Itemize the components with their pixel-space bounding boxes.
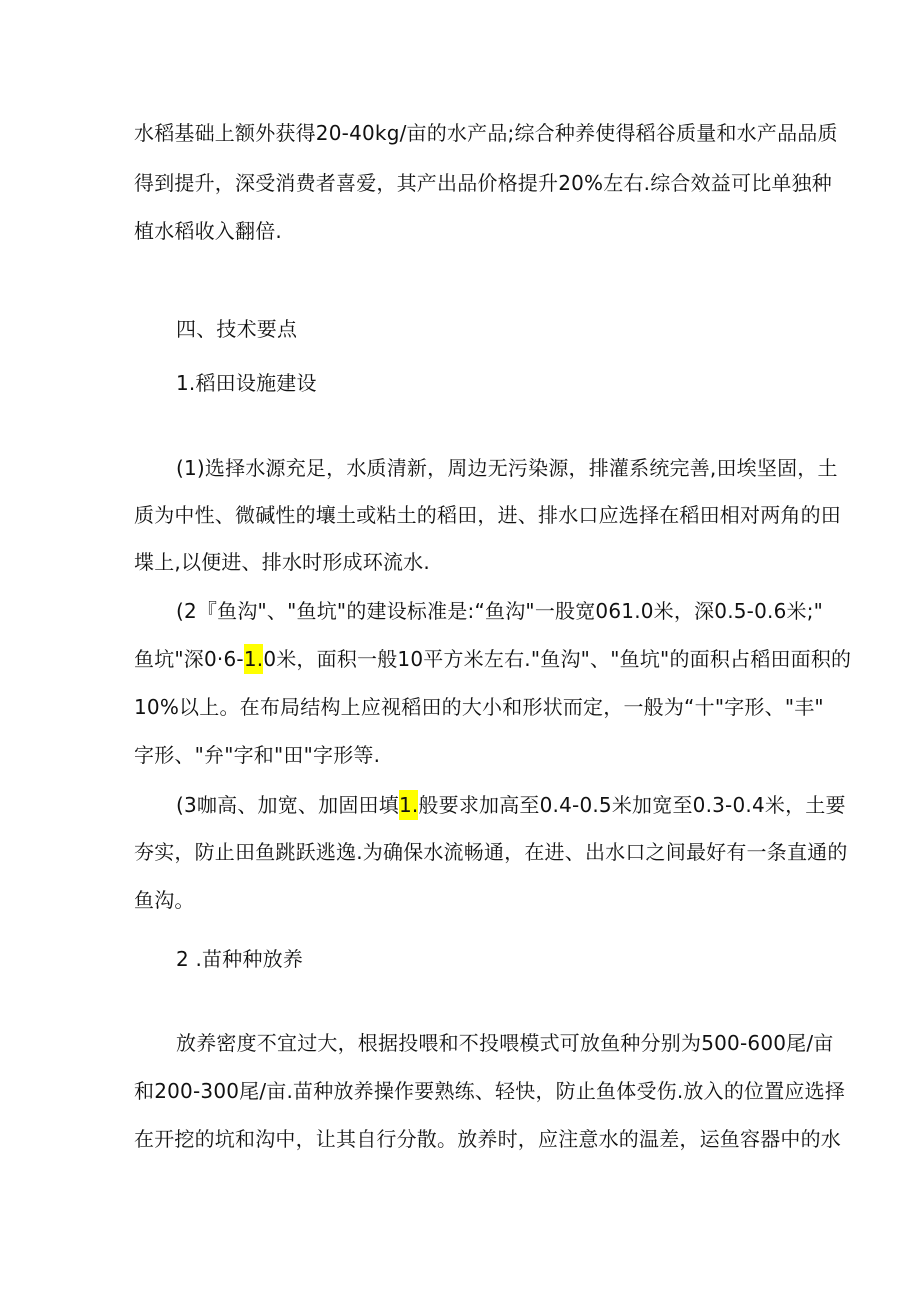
paragraph-3-line-1: (2『鱼沟"、"鱼坑"的建设标准是:“鱼沟"一股宽061.0米，深0.5-0.6米;"	[176, 599, 824, 623]
paragraph-3-line-2-text-b: 0米，面积一般10平方米左右."鱼沟"、"鱼坑"的面积占稻田面积的	[263, 647, 852, 671]
paragraph-3-line-4: 字形、"弁"字和"田"字形等.	[134, 743, 381, 767]
paragraph-4-line-3: 鱼沟。	[134, 888, 195, 912]
highlighted-text: 1.	[399, 790, 418, 820]
paragraph-1-line-2: 得到提升，深受消费者喜爱，其产出品价格提升20%左右.综合效益可比单独种	[134, 171, 833, 195]
subsection-heading-2: 2 .苗种种放养	[176, 947, 304, 971]
paragraph-1-line-1: 水稻基础上额外获得20-40kg/亩的水产品;综合种养使得稻谷质量和水产品品质	[134, 121, 838, 145]
paragraph-5-line-3: 在开挖的坑和沟中，让其自行分散。放养时，应注意水的温差，运鱼容器中的水	[134, 1127, 841, 1151]
paragraph-2-line-1: (1)选择水源充足，水质清新，周边无污染源，排灌系统完善,田埃坚固，土	[176, 456, 838, 480]
section-heading: 四、技术要点	[176, 317, 298, 341]
paragraph-3-line-2	[134, 644, 851, 674]
paragraph-2-line-2: 质为中性、微碱性的壤土或粘土的稻田，进、排水口应选择在稻田相对两角的田	[134, 503, 841, 527]
paragraph-4-line-2: 夯实，防止田鱼跳跃逃逸.为确保水流畅通，在进、出水口之间最好有一条直通的	[134, 840, 848, 864]
paragraph-5-line-1: 放养密度不宜过大，根据投喂和不投喂模式可放鱼种分别为500-600尾/亩	[176, 1031, 834, 1055]
paragraph-5-line-2: 和200-300尾/亩.苗种放养操作要熟练、轻快，防止鱼体受伤.放入的位置应选择	[134, 1079, 846, 1103]
paragraph-3-line-3: 10%以上。在布局结构上应视稻田的大小和形状而定，一般为“十"字形、"丰"	[134, 695, 824, 719]
paragraph-4-line-1	[176, 790, 846, 820]
paragraph-3-line-2-text-a: 鱼坑"深0·6-	[134, 647, 244, 671]
subsection-heading-1: 1.稻田设施建设	[176, 371, 317, 395]
paragraph-4-line-1-text-b: 般要求加高至0.4-0.5米加宽至0.3-0.4米，土要	[418, 793, 846, 817]
paragraph-2-line-3: 堞上,以便进、排水时形成环流水.	[134, 550, 430, 574]
highlighted-text: 1.	[244, 644, 263, 674]
paragraph-4-line-1-text-a: (3咖高、加宽、加固田填	[176, 793, 399, 817]
paragraph-1-line-3: 植水稻收入翻倍.	[134, 219, 282, 243]
